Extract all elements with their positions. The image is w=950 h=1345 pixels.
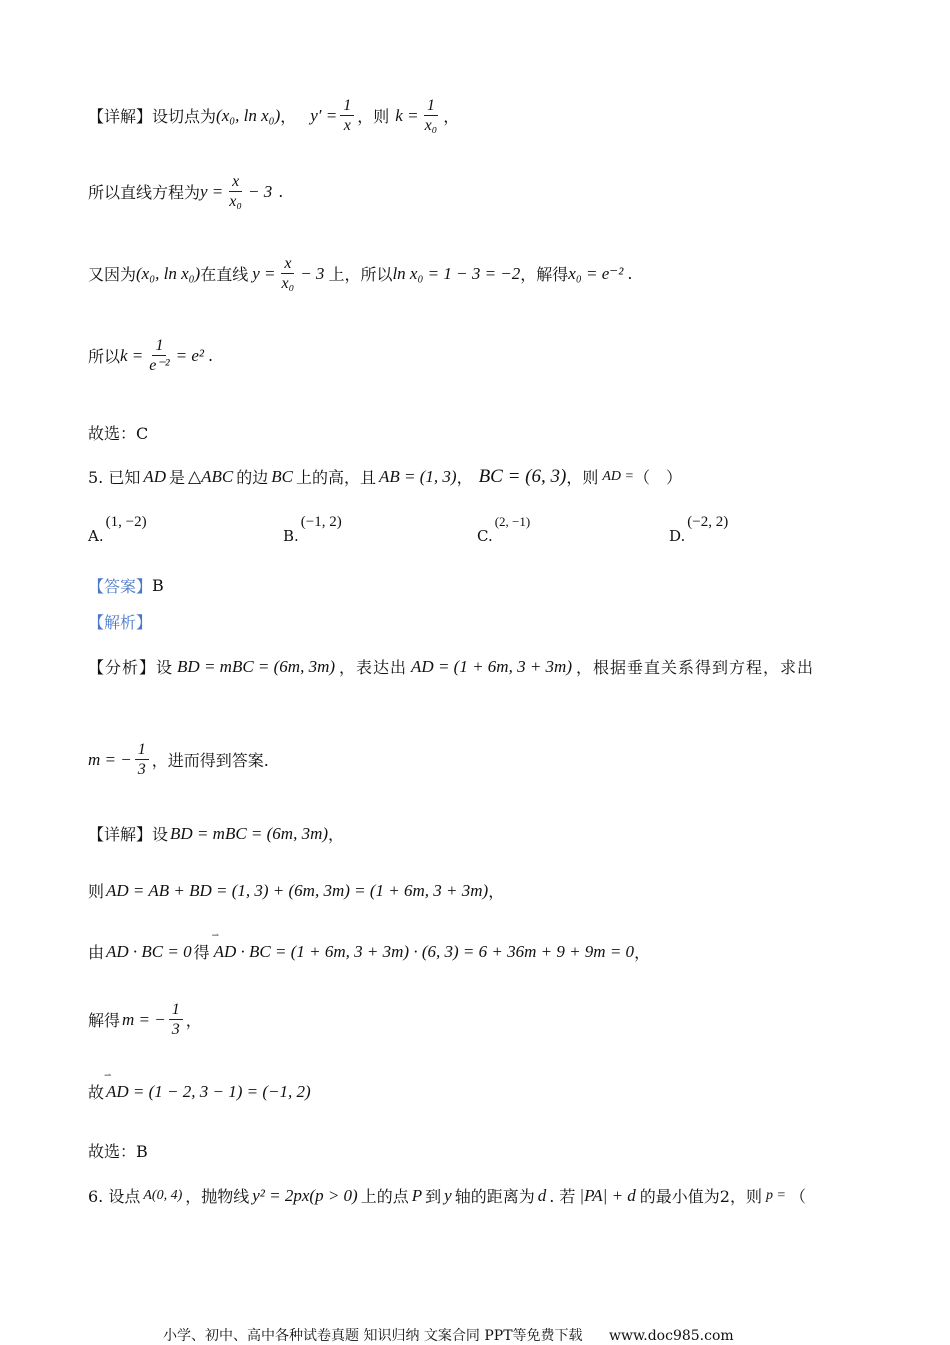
- fraction: $\frac{1}{3}$: [169, 1000, 183, 1039]
- slope-eq: k =: [395, 105, 419, 125]
- question-5: 5. 已知 AD 是 △ABC 的边 BC 上的高，且 AB = (1, 3) ， BC = (6, 3) ，则 AD = （ ）: [88, 465, 682, 487]
- choice-b-line: 故选：B: [88, 1142, 148, 1161]
- footer-link[interactable]: www.doc985.com: [608, 1328, 734, 1344]
- answer-value: B: [152, 576, 164, 595]
- detail-line-5: 解得 m = − $\frac{1}{3}$ ，: [88, 1001, 202, 1038]
- choice-c-line: 故选：C: [88, 424, 149, 443]
- fraction: $\frac{1}{3}$: [135, 740, 149, 779]
- answer-label: 【答案】: [88, 577, 153, 596]
- tangent-point: (x₀, ln x₀): [216, 105, 281, 125]
- detail-line-3: 则 AD = AB + BD = (1, 3) + (6m, 3m) = (1 + 6m, 3 + 3m) ，: [88, 880, 505, 901]
- line-3: 又因为 (x₀, ln x₀) 在直线 y = $\frac{x}{\text{x₀}}$ − 3 上，所以 ln x₀ = 1 − 3 = −2 ，解得 x₀ = e⁻² .: [88, 255, 633, 292]
- question-6: 6. 设点 A(0, 4) ，抛物线 y² = 2px(p > 0) 上的点 P 到 y 轴的距离为 d . 若 |PA| + d 的最小值为2，则 p = （: [88, 1185, 806, 1206]
- fenxi-line: 【分析】 设 BD = mBC = (6m, 3m) ，表达出 AD = (1 + 6m, 3 + 3m) ，根据垂直关系得到方程，求出: [88, 656, 814, 677]
- detail-line-4: 由 AD · BC = 0 得 ⇀ AD · BC = (1 + 6m, 3 + 3m) · (6, 3) = 6 + 36m + 9 + 9m = 0 ，: [88, 940, 650, 963]
- option-b[interactable]: B. (−1, 2): [283, 514, 342, 545]
- footer-text: 小学、初中、高中各种试卷真题 知识归纳 文案合同 PPT等免费下载: [163, 1328, 583, 1344]
- footer: [163, 1325, 734, 1345]
- option-a[interactable]: A. (1, −2): [88, 514, 147, 545]
- detail-line-2: 【详解】 设 BD = mBC = (6m, 3m) ，: [88, 823, 345, 844]
- option-c[interactable]: C. (2, −1): [477, 514, 531, 545]
- fraction: $\frac{1}{\text{e⁻²}}$: [149, 337, 170, 374]
- fraction: $\frac{1}{x}$: [340, 96, 354, 135]
- detail-line-6: 故 ⇀ AD = (1 − 2, 3 − 1) = (−1, 2): [88, 1080, 311, 1103]
- derivative: y′ =: [310, 105, 338, 125]
- detail-label: 【详解】: [88, 107, 153, 126]
- fraction: $\frac{1}{\text{x₀}}$: [424, 97, 438, 134]
- analysis-line: [88, 610, 152, 633]
- fraction: $\frac{x}{\text{x₀}}$: [229, 173, 242, 210]
- analysis-label: 【解析】: [88, 613, 153, 632]
- line-equation: 所以直线方程为 y = $\frac{x}{\text{x₀}}$ − 3 .: [88, 173, 284, 210]
- line-4: 所以 k = $\frac{1}{\text{e⁻²}}$ = e² .: [88, 337, 214, 374]
- fraction: $\frac{x}{\text{x₀}}$: [281, 255, 295, 292]
- fenxi-line-2: m = − $\frac{1}{3}$ ，进而得到答案.: [88, 741, 269, 778]
- detail-line-1: 【详解】 设切点为 (x₀, ln x₀) ， y′ = $\frac{1}{x}$ ，则 k = $\frac{1}{\text{x₀}}$ ，: [88, 97, 460, 134]
- option-d[interactable]: D. (−2, 2): [669, 514, 729, 545]
- answer-line: [88, 574, 164, 597]
